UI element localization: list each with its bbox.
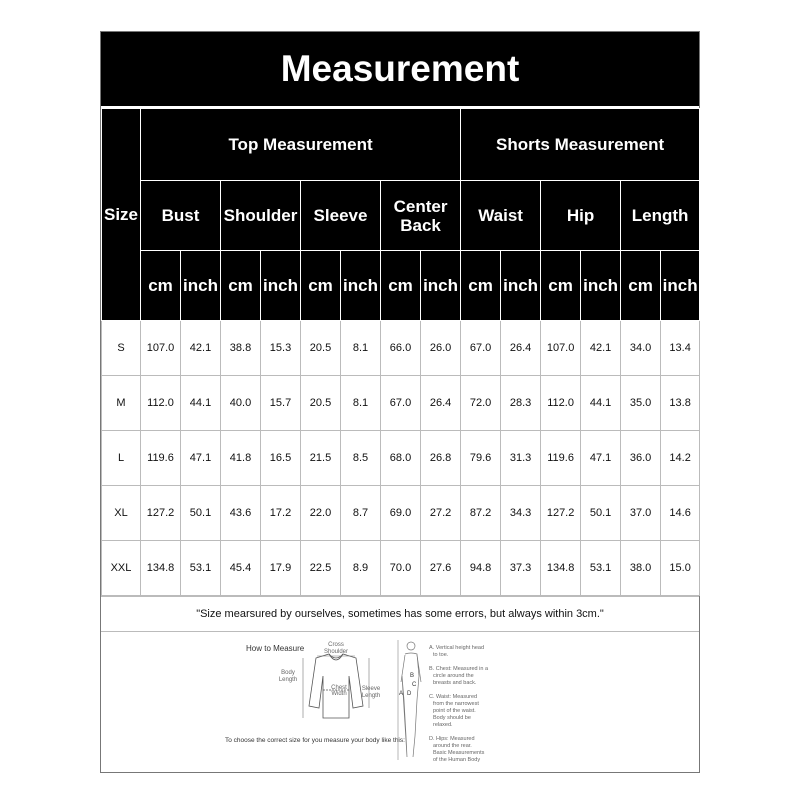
unit-header-cm: cm xyxy=(461,251,501,321)
value-cell: 8.1 xyxy=(341,376,381,431)
note-d-line-2: around the rear. xyxy=(433,743,472,749)
table-row xyxy=(102,486,700,541)
unit-header-cm: cm xyxy=(301,251,341,321)
body-length-label-2: Length xyxy=(278,677,298,683)
value-cell: 42.1 xyxy=(581,321,621,376)
size-cell: L xyxy=(102,431,141,486)
value-cell: 119.6 xyxy=(541,431,581,486)
value-cell: 72.0 xyxy=(461,376,501,431)
note-b-line-1: B. Chest: Measured in a xyxy=(429,666,489,672)
value-cell: 53.1 xyxy=(181,541,221,596)
note-a-line-2: to toe. xyxy=(433,652,449,658)
note-c-line-1: C. Waist: Measured xyxy=(429,694,478,700)
size-rows xyxy=(102,321,700,596)
value-cell: 31.3 xyxy=(501,431,541,486)
unit-header-cm: cm xyxy=(381,251,421,321)
value-cell: 28.3 xyxy=(501,376,541,431)
size-header: Size xyxy=(102,109,141,321)
center-back-header xyxy=(381,181,461,251)
size-cell: XL xyxy=(102,486,141,541)
note-c-line-5: relaxed. xyxy=(433,722,453,728)
note-c-line-4: Body should be xyxy=(433,715,471,721)
cross-shoulder-label-2: Shoulder xyxy=(323,649,349,655)
unit-header-cm: cm xyxy=(221,251,261,321)
size-chart xyxy=(100,31,700,773)
value-cell: 70.0 xyxy=(381,541,421,596)
value-cell: 107.0 xyxy=(141,321,181,376)
value-cell: 8.1 xyxy=(341,321,381,376)
value-cell: 43.6 xyxy=(221,486,261,541)
unit-header-inch: inch xyxy=(181,251,221,321)
note-d-line-4: of the Human Body xyxy=(433,757,481,763)
value-cell: 26.4 xyxy=(501,321,541,376)
value-cell: 66.0 xyxy=(381,321,421,376)
measurement-note: "Size mearsured by ourselves, sometimes has some errors, but always within 3cm." xyxy=(101,596,699,631)
value-cell: 26.8 xyxy=(421,431,461,486)
note-b-line-2: circle around the xyxy=(433,673,474,679)
value-cell: 42.1 xyxy=(181,321,221,376)
value-cell: 34.3 xyxy=(501,486,541,541)
value-cell: 134.8 xyxy=(141,541,181,596)
value-cell: 67.0 xyxy=(381,376,421,431)
value-cell: 20.5 xyxy=(301,321,341,376)
note-d-line-1: D. Hips: Measured xyxy=(429,736,475,742)
value-cell: 119.6 xyxy=(141,431,181,486)
value-cell: 87.2 xyxy=(461,486,501,541)
value-cell: 16.5 xyxy=(261,431,301,486)
value-cell: 37.0 xyxy=(621,486,661,541)
chart-title: Measurement xyxy=(101,32,699,108)
value-cell: 20.5 xyxy=(301,376,341,431)
value-cell: 47.1 xyxy=(181,431,221,486)
table-row xyxy=(102,321,700,376)
size-cell: XXL xyxy=(102,541,141,596)
value-cell: 50.1 xyxy=(581,486,621,541)
value-cell: 34.0 xyxy=(621,321,661,376)
value-cell: 68.0 xyxy=(381,431,421,486)
value-cell: 41.8 xyxy=(221,431,261,486)
value-cell: 44.1 xyxy=(581,376,621,431)
value-cell: 14.6 xyxy=(661,486,700,541)
value-cell: 35.0 xyxy=(621,376,661,431)
sleeve-length-label-2: Length xyxy=(361,693,381,699)
unit-header-inch: inch xyxy=(341,251,381,321)
waist-header: Waist xyxy=(461,181,541,251)
table-row xyxy=(102,541,700,596)
value-cell: 22.5 xyxy=(301,541,341,596)
value-cell: 15.7 xyxy=(261,376,301,431)
value-cell: 134.8 xyxy=(541,541,581,596)
hip-header: Hip xyxy=(541,181,621,251)
table-row xyxy=(102,376,700,431)
value-cell: 127.2 xyxy=(141,486,181,541)
value-cell: 8.5 xyxy=(341,431,381,486)
value-cell: 17.9 xyxy=(261,541,301,596)
value-cell: 94.8 xyxy=(461,541,501,596)
value-cell: 27.6 xyxy=(421,541,461,596)
value-cell: 15.3 xyxy=(261,321,301,376)
unit-header-cm: cm xyxy=(141,251,181,321)
value-cell: 17.2 xyxy=(261,486,301,541)
value-cell: 50.1 xyxy=(181,486,221,541)
value-cell: 38.0 xyxy=(621,541,661,596)
body-length-label-1: Body xyxy=(281,670,295,676)
value-cell: 26.0 xyxy=(421,321,461,376)
value-cell: 8.9 xyxy=(341,541,381,596)
top-measurement-header: Top Measurement xyxy=(141,109,461,181)
value-cell: 79.6 xyxy=(461,431,501,486)
value-cell: 112.0 xyxy=(541,376,581,431)
value-cell: 67.0 xyxy=(461,321,501,376)
value-cell: 21.5 xyxy=(301,431,341,486)
value-cell: 22.0 xyxy=(301,486,341,541)
value-cell: 107.0 xyxy=(541,321,581,376)
value-cell: 27.2 xyxy=(421,486,461,541)
value-cell: 45.4 xyxy=(221,541,261,596)
measurement-table xyxy=(101,108,700,596)
sleeve-length-label-1: Sleeve xyxy=(361,686,381,692)
guide-heading: How to Measure xyxy=(246,644,305,653)
unit-header-cm: cm xyxy=(621,251,661,321)
center-back-label: Center Back xyxy=(393,196,448,235)
size-cell: S xyxy=(102,321,141,376)
value-cell: 13.8 xyxy=(661,376,700,431)
value-cell: 38.8 xyxy=(221,321,261,376)
value-cell: 112.0 xyxy=(141,376,181,431)
size-cell: M xyxy=(102,376,141,431)
measure-diagram xyxy=(101,632,699,772)
cross-shoulder-label-1: Cross xyxy=(328,642,344,648)
note-d-line-3: Basic Measurements xyxy=(433,750,485,756)
value-cell: 26.4 xyxy=(421,376,461,431)
value-cell: 14.2 xyxy=(661,431,700,486)
sleeve-header: Sleeve xyxy=(301,181,381,251)
unit-header-inch: inch xyxy=(421,251,461,321)
unit-header-inch: inch xyxy=(501,251,541,321)
how-to-measure-guide xyxy=(101,631,699,772)
value-cell: 44.1 xyxy=(181,376,221,431)
guide-instruction: To choose the correct size for you measure your body like this: xyxy=(225,737,405,744)
value-cell: 53.1 xyxy=(581,541,621,596)
value-cell: 36.0 xyxy=(621,431,661,486)
note-c-line-2: from the narrowest xyxy=(433,701,479,707)
chest-width-label-1: Chest xyxy=(331,685,347,691)
value-cell: 69.0 xyxy=(381,486,421,541)
chest-width-label-2: Width xyxy=(331,691,347,697)
note-c-line-3: point of the waist. xyxy=(433,708,476,714)
marker-c: C xyxy=(412,682,417,688)
unit-header-inch: inch xyxy=(581,251,621,321)
marker-a: A xyxy=(399,691,404,697)
value-cell: 13.4 xyxy=(661,321,700,376)
marker-d: D xyxy=(407,691,412,697)
shorts-measurement-header: Shorts Measurement xyxy=(461,109,700,181)
value-cell: 127.2 xyxy=(541,486,581,541)
unit-header-inch: inch xyxy=(661,251,700,321)
value-cell: 8.7 xyxy=(341,486,381,541)
shoulder-header: Shoulder xyxy=(221,181,301,251)
table-row xyxy=(102,431,700,486)
value-cell: 40.0 xyxy=(221,376,261,431)
marker-b: B xyxy=(410,673,415,679)
value-cell: 47.1 xyxy=(581,431,621,486)
length-header: Length xyxy=(621,181,700,251)
value-cell: 15.0 xyxy=(661,541,700,596)
unit-header-cm: cm xyxy=(541,251,581,321)
unit-row xyxy=(102,251,700,321)
unit-header-inch: inch xyxy=(261,251,301,321)
note-a-line-1: A. Vertical height head xyxy=(429,645,485,651)
note-b-line-3: breasts and back. xyxy=(433,680,477,686)
bust-header: Bust xyxy=(141,181,221,251)
value-cell: 37.3 xyxy=(501,541,541,596)
